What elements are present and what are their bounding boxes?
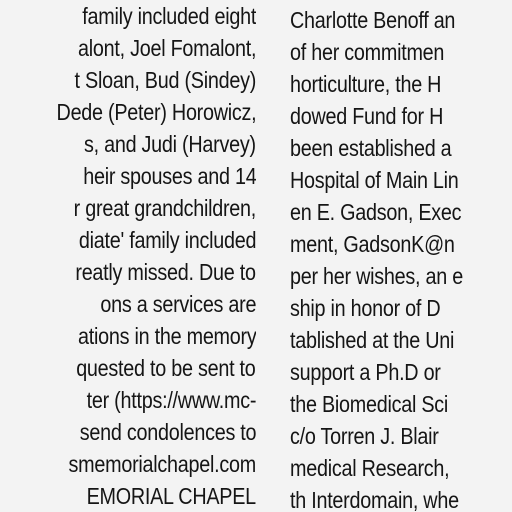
- text-line: smemorialchapel.com: [68, 451, 256, 477]
- text-line: ship in honor of D: [290, 295, 441, 321]
- text-line: reatly missed. Due to: [75, 259, 256, 285]
- text-line: dowed Fund for H: [290, 103, 444, 129]
- text-line: th Interdomain, whe: [290, 487, 459, 512]
- text-line: horticulture, the H: [290, 71, 442, 97]
- text-line: quested to be sent to: [76, 355, 256, 381]
- text-line: support a Ph.D or: [290, 359, 441, 385]
- text-line: per her wishes, an e: [290, 263, 463, 289]
- text-line: family included eight: [82, 3, 256, 29]
- text-line: EMORIAL CHAPEL: [86, 483, 256, 509]
- text-line: ment, GadsonK@n: [290, 231, 455, 257]
- text-line: Charlotte Benoff an: [290, 7, 456, 33]
- text-line: alont, Joel Fomalont,: [77, 35, 256, 61]
- text-line: of her commitmen: [290, 39, 445, 65]
- text-line: r great grandchildren,: [73, 195, 256, 221]
- text-line: Dede (Peter) Horowicz,: [56, 99, 256, 125]
- text-line: Hospital of Main Lin: [290, 167, 459, 193]
- text-line: en E. Gadson, Exec: [290, 199, 462, 225]
- text-line: ons a services are: [100, 291, 256, 317]
- text-line: ations in the memory: [77, 323, 256, 349]
- obituary-column-right: [290, 0, 512, 512]
- text-line: diate' family included: [78, 227, 256, 253]
- text-line: been established a: [290, 135, 452, 161]
- text-line: the Biomedical Sci: [290, 391, 449, 417]
- text-line: s, and Judi (Harvey): [84, 131, 256, 157]
- text-line: heir spouses and 14: [82, 163, 256, 189]
- text-line: c/o Torren J. Blair: [290, 423, 439, 449]
- text-line: t Sloan, Bud (Sindey): [74, 67, 256, 93]
- text-line: medical Research,: [290, 455, 450, 481]
- text-line: send condolences to: [79, 419, 256, 445]
- text-line: ter (https://www.mc-: [86, 387, 256, 413]
- text-line: tablished at the Uni: [290, 327, 455, 353]
